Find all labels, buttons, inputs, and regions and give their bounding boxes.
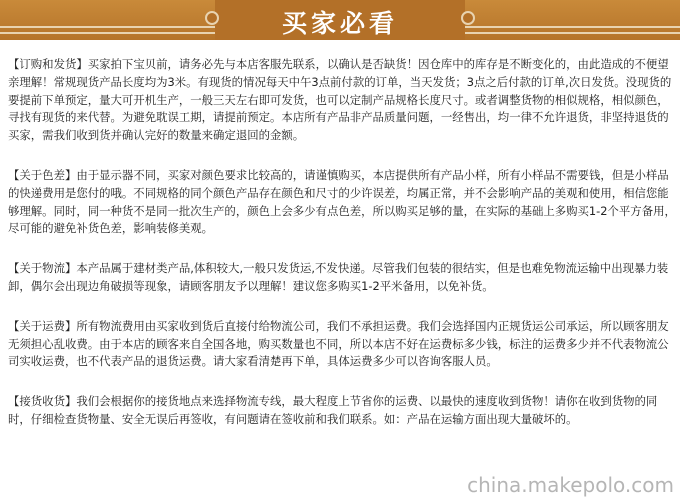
section-body: 我们会根据你的接货地点来选择物流专线，最大程度上节省你的运费、以最快的速度收到货物！请你在收到货物的同时，仔细检查货物量、安全无误后再签收，有问题请在签收前和我们联系。如：产品在运输方面出现大量破坏的。 [8,394,658,426]
section-ordering [8,56,676,145]
section-heading: 【订购和发货】 [8,57,88,71]
section-receiving [8,393,676,429]
section-heading: 【关于运费】 [8,318,77,333]
section-body: 买家拍下宝贝前，请务必先与本店客服先联系，以确认是否缺货！因仓库中的库存是不断变化的，由此造成的不便望亲理解！常规现货产品长度均为3米。有现货的情况每天中午3点前付款的订单，当天发货；3点之后付款的订单,次日发货。没现货的要提前下单预定，量大可开机生产，一般三天左右即可发货，也可以定制产品规格长度尺寸。或者调整货物的相似规格，相似颜色，寻找有现货的来代替。为避免耽误工期，请提前预定。本店所有产品非产品质量问题，一经售出，均一律不允许退货，非坚持退货的买家，需我们收到货并确认完好的数量来确定退回的金额。 [8,57,672,143]
section-body: 由于显示器不同，买家对颜色要求比较高的，请谨慎购买，本店提供所有产品小样，所有小样品不需要钱，但是小样品的快递费用是您付的哦。不同规格的同个颜色产品存在颜色和尺寸的少许误差，均属正常，并不会影响产品的美观和使用，相信您能够理解。同时，同一种货不是同一批次生产的，颜色上会多少有点色差，所以购买足够的量，在实际的基础上多购买1-2个平方备用，尽可能的避免补货色差，影响装修美观。 [8,167,676,236]
section-body: 所有物流费用由买家收到货后直接付给物流公司，我们不承担运费。我们会选择国内正规货运公司承运，所以顾客朋友无须担心乱收费。由于本店的顾客来自全国各地，购买数量也不同，所以本店不好在运费标多少钱，标注的运费多少并不代表物流公司实收运费，也不代表产品的退货运费。请大家看清楚再下单，具体运费多少可以咨询客服人员。 [8,318,669,369]
section-body: 本产品属于建材类产品,体积较大,一般只发货运,不发快递。尽管我们包装的很结实，但是也难免物流运输中出现暴力装卸，偶尔会出现边角破损等现象，请顾客朋友予以理解！建议您多购买1-2平米备用，以免补货。 [8,261,669,293]
section-logistics [8,260,676,296]
section-heading: 【关于物流】 [8,261,77,276]
header-banner [0,0,680,40]
watermark: china.makepolo.com [467,473,674,497]
page-title: 买家必看 [281,9,398,38]
section-heading: 【接货收货】 [8,394,77,409]
section-color-difference [8,167,676,238]
section-heading: 【关于色差】 [8,167,77,182]
notice-content [8,56,676,451]
section-shipping-fee [8,318,676,371]
